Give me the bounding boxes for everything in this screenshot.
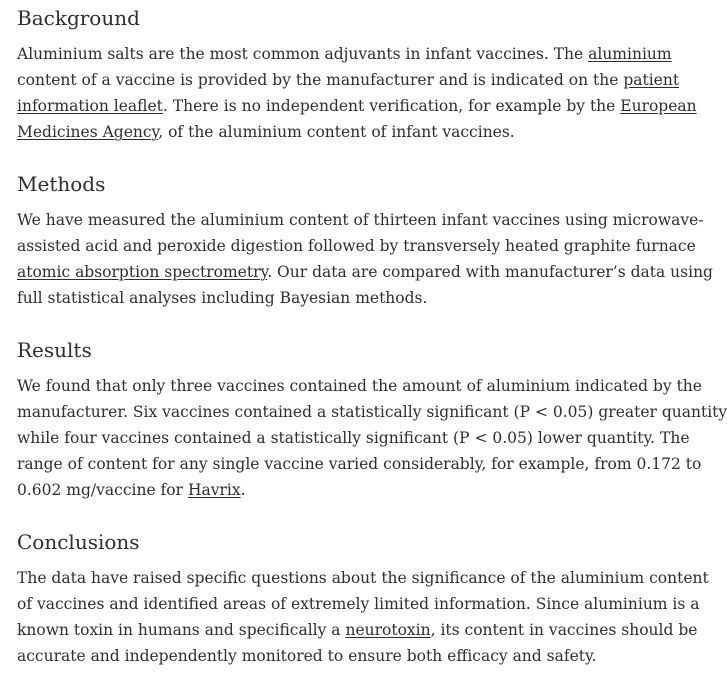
text-line: assisted acid and peroxide digestion followed by transversely heated graphite furnace [17, 237, 696, 255]
text-line [17, 41, 672, 67]
link-patient-information-leaflet[interactable]: patient [623, 71, 680, 89]
text-line [17, 477, 667, 503]
text-run: known toxin in humans and specifically a [17, 621, 346, 639]
text-run: . There is no independent verification, for example by the [162, 97, 621, 115]
text-line [17, 259, 713, 285]
paragraph-methods [17, 207, 713, 311]
text-run: Aluminium salts are the most common adjuvants in infant vaccines. The [17, 45, 589, 63]
section-background [17, 5, 697, 145]
link-aluminium[interactable]: aluminium [588, 45, 672, 63]
paragraph-background [17, 41, 697, 145]
link-european-medicines-agency-cont[interactable]: Medicines Agency [17, 123, 159, 141]
text-line [17, 617, 698, 643]
heading-methods: Methods [17, 172, 106, 196]
text-line [17, 93, 697, 119]
text-line: The data have raised specific questions about the significance of the aluminium content [17, 569, 709, 587]
text-line: accurate and independently monitored to ensure both efficacy and safety. [17, 647, 597, 665]
text-run: 0.602 mg/vaccine for [17, 481, 188, 499]
section-conclusions [17, 529, 709, 669]
text-run: . [240, 481, 246, 499]
text-line: We found that only three vaccines contained the amount of aluminium indicated by the [17, 377, 702, 395]
text-line: full statistical analyses including Bayesian methods. [17, 289, 428, 307]
link-neurotoxin[interactable]: neurotoxin [345, 621, 431, 639]
link-atomic-absorption-spectrometry[interactable]: atomic absorption spectrometry [17, 263, 268, 281]
link-patient-information-leaflet-cont[interactable]: information leaflet [17, 97, 163, 115]
text-line: while four vaccines contained a statistically significant (P < 0.05) lower quantity. The [17, 429, 690, 447]
text-line [17, 67, 680, 93]
text-run: , of the aluminium content of infant vaccines. [158, 123, 515, 141]
paragraph-conclusions [17, 565, 709, 669]
text-run: . Our data are compared with manufacturer’s data using [267, 263, 713, 281]
text-line: We have measured the aluminium content of thirteen infant vaccines using microwave- [17, 211, 704, 229]
text-line [17, 119, 667, 145]
text-line: range of content for any single vaccine varied considerably, for example, from 0.172 to [17, 455, 702, 473]
link-european-medicines-agency[interactable]: European [620, 97, 697, 115]
link-havrix[interactable]: Havrix [187, 481, 241, 499]
text-run: content of a vaccine is provided by the manufacturer and is indicated on the [17, 71, 624, 89]
text-line: of vaccines and identified areas of extremely limited information. Since aluminium is a [17, 595, 700, 613]
text-line: manufacturer. Six vaccines contained a statistically significant (P < 0.05) greater quantity [17, 403, 727, 421]
paragraph-results [17, 373, 727, 503]
section-results [17, 337, 727, 503]
heading-conclusions: Conclusions [17, 530, 140, 554]
heading-results: Results [17, 338, 92, 362]
section-methods [17, 171, 713, 311]
heading-background: Background [17, 6, 140, 30]
text-run: , its content in vaccines should be [430, 621, 698, 639]
